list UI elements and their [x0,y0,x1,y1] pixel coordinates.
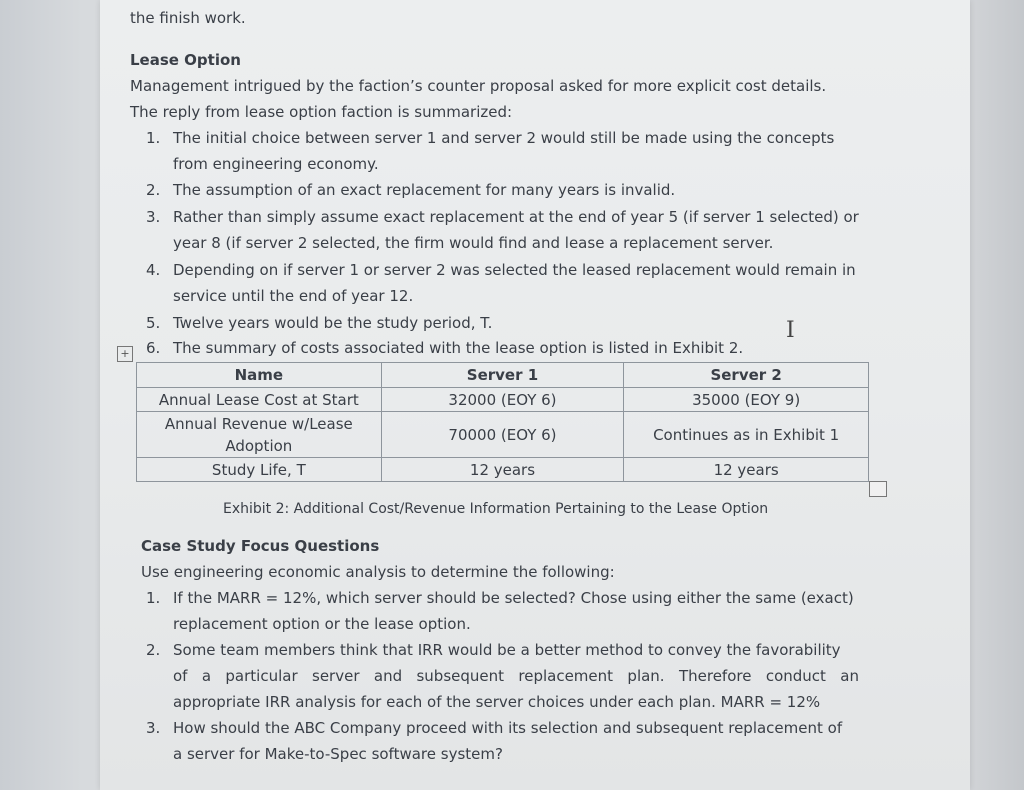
cell-lease-cost-server2: 35000 (EOY 9) [624,388,869,412]
lease-option-heading: Lease Option [130,51,241,69]
header-server-1: Server 1 [381,363,624,388]
lease-item-1-number: 1. [146,129,161,147]
cell-study-life-server1: 12 years [381,458,624,482]
table-move-handle-icon[interactable]: + [117,346,133,362]
cell-revenue-name-line2: Adoption [225,436,293,455]
table-resize-handle[interactable] [869,481,887,497]
question-3-line1: How should the ABC Company proceed with its selection and subsequent replacement of [173,719,843,737]
lease-item-5-line1: Twelve years would be the study period, T. [173,314,493,332]
question-2-number: 2. [146,641,161,659]
cell-revenue-name-line1: Annual Revenue w/Lease [164,414,353,433]
cell-lease-cost-server1: 32000 (EOY 6) [381,388,624,412]
lease-option-para-line2: The reply from lease option faction is summarized: [130,103,513,121]
question-2-line2: of a particular server and subsequent replacement plan. Therefore conduct an [173,667,859,685]
lease-item-4-line2: service until the end of year 12. [173,287,414,305]
lease-item-4-number: 4. [146,261,161,279]
header-server-2: Server 2 [624,363,869,388]
table-row [137,412,869,458]
cell-lease-cost-name: Annual Lease Cost at Start [137,388,382,412]
lease-item-5-number: 5. [146,314,161,332]
lease-option-para-line1: Management intrigued by the faction’s counter proposal asked for more explicit cost details. [130,77,827,95]
lease-item-2-number: 2. [146,181,161,199]
cell-revenue-name [137,412,382,458]
lease-item-1-line2: from engineering economy. [173,155,379,173]
cell-revenue-server2: Continues as in Exhibit 1 [624,412,869,458]
lease-item-3-number: 3. [146,208,161,226]
cell-study-life-name: Study Life, T [137,458,382,482]
question-3-line2: a server for Make-to-Spec software system? [173,745,503,763]
question-1-number: 1. [146,589,161,607]
question-3-number: 3. [146,719,161,737]
exhibit-2-caption: Exhibit 2: Additional Cost/Revenue Information Pertaining to the Lease Option [223,501,769,517]
question-1-line2: replacement option or the lease option. [173,615,471,633]
lease-item-2-line1: The assumption of an exact replacement for many years is invalid. [173,181,676,199]
table-row [137,458,869,482]
questions-heading: Case Study Focus Questions [141,537,380,555]
question-2-line3: appropriate IRR analysis for each of the server choices under each plan. MARR = 12% [173,693,821,711]
exhibit-2-table [136,362,869,482]
question-1-line1: If the MARR = 12%, which server should be selected? Chose using either the same (exact) [173,589,854,607]
lease-item-1-line1: The initial choice between server 1 and server 2 would still be made using the concepts [173,129,835,147]
intro-tail-text: the finish work. [130,9,246,27]
header-name: Name [137,363,382,388]
text-cursor-icon: I [786,318,795,343]
lease-item-6-line1: The summary of costs associated with the lease option is listed in Exhibit 2. [173,339,744,357]
table-header-row [137,363,869,388]
lease-item-4-line1: Depending on if server 1 or server 2 was selected the leased replacement would remain in [173,261,856,279]
cell-revenue-server1: 70000 (EOY 6) [381,412,624,458]
cell-study-life-server2: 12 years [624,458,869,482]
lease-item-6-number: 6. [146,339,161,357]
questions-intro: Use engineering economic analysis to determine the following: [141,563,615,581]
lease-item-3-line2: year 8 (if server 2 selected, the firm would find and lease a replacement server. [173,234,774,252]
question-2-line1: Some team members think that IRR would be a better method to convey the favorability [173,641,841,659]
lease-item-3-line1: Rather than simply assume exact replacement at the end of year 5 (if server 1 selected) or [173,208,859,226]
table-row [137,388,869,412]
